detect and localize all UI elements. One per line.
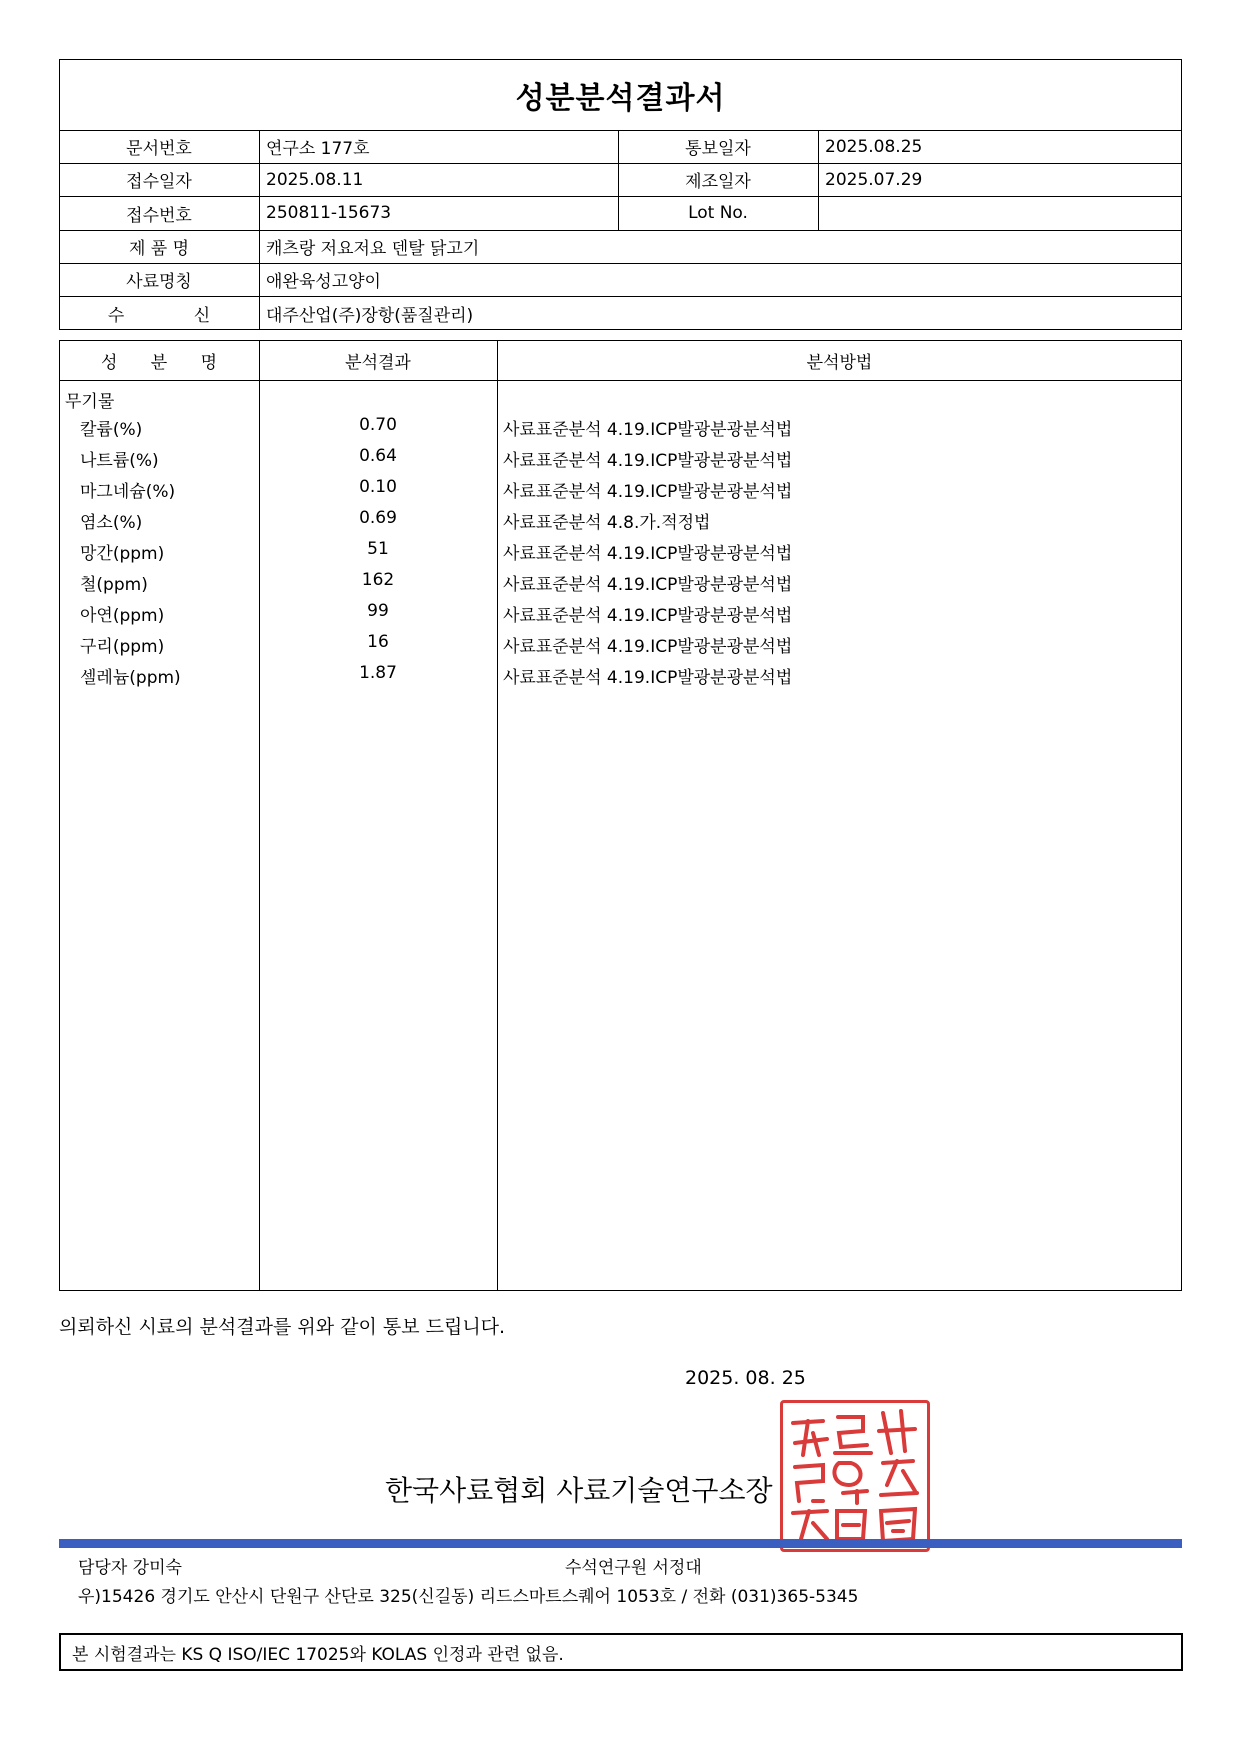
component-method: 사료표준분석 4.19.ICP발광분광분석법 (503, 637, 793, 657)
component-name: 마그네슘(%) (80, 482, 176, 502)
component-value: 0.70 (359, 415, 397, 435)
notice-text: 의뢰하신 시료의 분석결과를 위와 같이 통보 드립니다. (59, 1316, 506, 1338)
component-name: 철(ppm) (80, 575, 148, 595)
doc-no-value: 연구소 177호 (266, 139, 370, 159)
feed-name-value: 애완육성고양이 (266, 272, 381, 292)
component-name: 망간(ppm) (80, 544, 165, 564)
component-value: 0.10 (359, 477, 397, 497)
component-name: 염소(%) (80, 513, 143, 533)
issue-date: 2025. 08. 25 (685, 1367, 806, 1389)
official-seal (780, 1400, 930, 1552)
feed-name-label: 사료명칭 (126, 272, 192, 292)
component-value: 162 (361, 570, 395, 590)
component-name: 나트륨(%) (80, 451, 159, 471)
manufacture-date-value: 2025.07.29 (825, 169, 923, 190)
person-in-charge: 담당자 강미숙 (78, 1558, 182, 1578)
notice-date-label: 통보일자 (685, 139, 751, 159)
seal-icon (783, 1403, 927, 1549)
product-label: 제 품 명 (128, 239, 190, 259)
component-value: 0.69 (359, 508, 397, 528)
manufacture-date-label: 제조일자 (685, 172, 751, 192)
component-name: 칼륨(%) (80, 420, 143, 440)
doc-no-label: 문서번호 (126, 139, 192, 159)
chief-researcher: 수석연구원 서정대 (565, 1558, 702, 1578)
component-method: 사료표준분석 4.19.ICP발광분광분석법 (503, 451, 793, 471)
component-method: 사료표준분석 4.19.ICP발광분광분석법 (503, 606, 793, 626)
recipient-value: 대주산업(주)장항(품질관리) (266, 305, 474, 326)
component-method: 사료표준분석 4.19.ICP발광분광분석법 (503, 482, 793, 502)
component-value: 99 (367, 601, 389, 621)
component-header: 성 분 명 (100, 352, 232, 373)
address: 우)15426 경기도 안산시 단원구 산단로 325(신길동) 리드스마트스퀘어 1053호 / 전화 (031)365-5345 (78, 1587, 859, 1607)
document-title: 성분분석결과서 (515, 80, 726, 116)
component-method: 사료표준분석 4.19.ICP발광분광분석법 (503, 575, 793, 595)
product-value: 캐츠랑 저요저요 덴탈 닭고기 (266, 239, 480, 259)
accent-bar (59, 1539, 1182, 1548)
component-name: 아연(ppm) (80, 606, 165, 626)
result-header: 분석결과 (345, 352, 411, 373)
component-value: 0.64 (359, 446, 397, 466)
component-name: 구리(ppm) (80, 637, 165, 657)
lot-no-value (825, 196, 1175, 230)
component-name: 셀레늄(ppm) (80, 668, 181, 688)
received-date-label: 접수일자 (126, 172, 192, 192)
receipt-no-label: 접수번호 (126, 205, 192, 226)
disclaimer-text: 본 시험결과는 KS Q ISO/IEC 17025와 KOLAS 인정과 관련 없음. (72, 1644, 564, 1665)
component-value: 51 (367, 539, 389, 559)
group-label: 무기물 (65, 392, 115, 412)
component-value: 16 (367, 632, 389, 652)
component-method: 사료표준분석 4.19.ICP발광분광분석법 (503, 544, 793, 564)
receipt-no-value: 250811-15673 (266, 203, 392, 223)
notice-date-value: 2025.08.25 (825, 136, 923, 157)
component-value: 1.87 (359, 663, 397, 683)
issuer-name: 한국사료협회 사료기술연구소장 (385, 1474, 773, 1507)
component-method: 사료표준분석 4.8.가.적정법 (503, 513, 711, 533)
component-method: 사료표준분석 4.19.ICP발광분광분석법 (503, 420, 793, 440)
method-header: 분석방법 (806, 352, 873, 373)
recipient-label: 수 신 (107, 305, 243, 326)
component-method: 사료표준분석 4.19.ICP발광분광분석법 (503, 668, 793, 688)
lot-no-label: Lot No. (688, 203, 748, 223)
received-date-value: 2025.08.11 (266, 169, 364, 190)
